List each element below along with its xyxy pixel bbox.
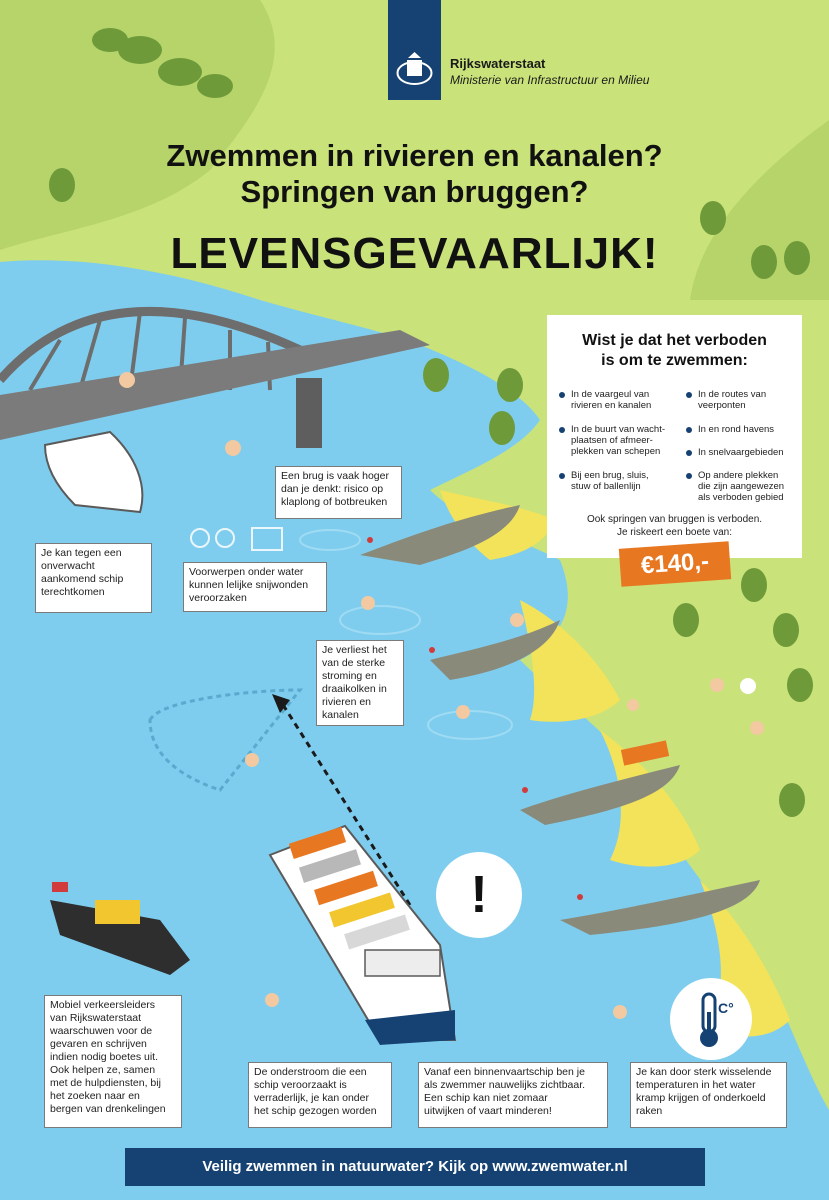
callout-text: Voorwerpen onder water bbox=[189, 566, 304, 578]
callout-text: schip veroorzaakt is bbox=[254, 1079, 347, 1091]
infobox-title-line2: is om te zwemmen: bbox=[601, 352, 748, 369]
callout-text: De onderstroom die een bbox=[254, 1066, 367, 1078]
list-item-text: In en rond havens bbox=[698, 424, 775, 435]
callout-text: temperaturen in het water bbox=[636, 1079, 756, 1091]
callout-text: draaikolken in bbox=[322, 683, 387, 695]
list-item bbox=[559, 470, 691, 492]
callout-text: Een schip kan niet zomaar bbox=[424, 1092, 548, 1104]
list-item-text: die zijn aangewezen bbox=[698, 481, 785, 492]
callout-text: kunnen lelijke snijwonden bbox=[189, 579, 309, 591]
callout-text: het schip gezogen worden bbox=[254, 1105, 377, 1117]
callout-text: indien nodig boetes uit. bbox=[50, 1051, 158, 1063]
callout-text: verraderlijk, je kan onder bbox=[254, 1092, 369, 1104]
celsius-label: C° bbox=[718, 1000, 734, 1016]
callout-ship-collision bbox=[35, 543, 152, 613]
callout-undertow bbox=[248, 1062, 392, 1128]
headline-line2: Springen van bruggen? bbox=[240, 174, 589, 209]
list-item-text: veerponten bbox=[698, 400, 746, 411]
list-item bbox=[686, 470, 810, 503]
list-item bbox=[559, 389, 691, 411]
infobox-title-line1: Wist je dat het verboden bbox=[582, 332, 767, 349]
callout-text: klaplong of botbreuken bbox=[281, 496, 388, 508]
infobox-title bbox=[547, 331, 802, 371]
org-name: Rijkswaterstaat bbox=[450, 56, 546, 71]
callout-text: dan je denkt: risico op bbox=[281, 483, 384, 495]
list-item-text: rivieren en kanalen bbox=[571, 400, 652, 411]
callout-text: uitwijken of vaart minderen! bbox=[424, 1105, 552, 1117]
logo-text bbox=[450, 56, 649, 88]
list-item bbox=[559, 424, 691, 457]
callout-text: van de sterke bbox=[322, 657, 386, 669]
infobox-note-line2: Je riskeert een boete van: bbox=[616, 527, 733, 538]
callout-text: terechtkomen bbox=[41, 586, 105, 598]
list-item-text: plaatsen of afmeer- bbox=[571, 435, 653, 446]
prohibition-infobox bbox=[547, 315, 802, 558]
callout-objects bbox=[183, 562, 327, 612]
thermometer-badge bbox=[670, 978, 752, 1060]
headline-line1: Zwemmen in rivieren en kanalen? bbox=[166, 138, 663, 173]
list-item-text: als verboden gebied bbox=[698, 492, 784, 503]
thermometer-icon bbox=[670, 978, 752, 1060]
list-item-text: In snelvaargebieden bbox=[698, 447, 784, 458]
infobox-note bbox=[547, 513, 802, 539]
callout-text: met de hulpdiensten, bij bbox=[50, 1077, 161, 1089]
callout-text: rivieren en bbox=[322, 696, 372, 708]
crest-icon bbox=[388, 0, 441, 100]
bullet-icon bbox=[686, 392, 692, 398]
callout-text: als zwemmer nauwelijks zichtbaar. bbox=[424, 1079, 586, 1091]
infobox-note-line1: Ook springen van bruggen is verboden. bbox=[586, 514, 763, 525]
callout-text: Mobiel verkeersleiders bbox=[50, 999, 156, 1011]
bullet-icon bbox=[559, 392, 565, 398]
fine-badge: €140,- bbox=[619, 541, 731, 587]
bullet-icon bbox=[559, 427, 565, 433]
list-item-text: In de vaargeul van bbox=[571, 389, 650, 400]
callout-bridge bbox=[275, 466, 402, 519]
callout-text: Je verliest het bbox=[322, 644, 387, 656]
bridge-pillar bbox=[296, 378, 322, 448]
callout-text: kanalen bbox=[322, 709, 359, 721]
beach-ball bbox=[740, 678, 756, 694]
callout-text: Je kan tegen een bbox=[41, 547, 122, 559]
list-item-text: Op andere plekken bbox=[698, 470, 779, 481]
callout-text: Ook helpen ze, samen bbox=[50, 1064, 156, 1076]
callout-text: onverwacht bbox=[41, 560, 95, 572]
logo-bar bbox=[388, 0, 441, 100]
callout-current bbox=[316, 640, 404, 726]
callout-text: Vanaf een binnenvaartschip ben je bbox=[424, 1066, 585, 1078]
list-item bbox=[686, 447, 810, 458]
callout-text: kramp krijgen of onderkoeld bbox=[636, 1092, 766, 1104]
list-item-text: stuw of ballenlijn bbox=[571, 481, 641, 492]
callout-text: het zoeken naar en bbox=[50, 1090, 140, 1102]
headline-warning: LEVENSGEVAARLIJK! bbox=[170, 229, 659, 278]
callout-text: waarschuwen voor de bbox=[50, 1025, 153, 1037]
bullet-icon bbox=[686, 427, 692, 433]
callout-text: gevaren en schrijven bbox=[50, 1038, 147, 1050]
list-item-text: Bij een brug, sluis, bbox=[571, 470, 649, 481]
callout-text: veroorzaken bbox=[189, 592, 247, 604]
ministry-name: Ministerie van Infrastructuur en Milieu bbox=[450, 73, 650, 87]
list-item bbox=[686, 389, 810, 411]
bullet-icon bbox=[686, 473, 692, 479]
callout-text: Je kan door sterk wisselende bbox=[636, 1066, 772, 1078]
callout-text: stroming en bbox=[322, 670, 377, 682]
callout-temperature bbox=[630, 1062, 787, 1128]
callout-text: van Rijkswaterstaat bbox=[50, 1012, 142, 1024]
bullet-icon bbox=[686, 450, 692, 456]
list-item-text: In de buurt van wacht- bbox=[571, 424, 665, 435]
warning-bubble bbox=[436, 852, 522, 938]
callout-traffic-controllers bbox=[44, 995, 182, 1128]
callout-visibility bbox=[418, 1062, 608, 1128]
exclamation-icon: ! bbox=[470, 866, 488, 924]
callout-text: Een brug is vaak hoger bbox=[281, 470, 389, 482]
callout-text: aankomend schip bbox=[41, 573, 124, 585]
list-item-text: plekken van schepen bbox=[571, 446, 661, 457]
callout-text: raken bbox=[636, 1105, 663, 1117]
list-item-text: In de routes van bbox=[698, 389, 767, 400]
bullet-icon bbox=[559, 473, 565, 479]
callout-text: bergen van drenkelingen bbox=[50, 1103, 166, 1115]
list-item bbox=[686, 424, 810, 435]
footer-banner[interactable]: Veilig zwemmen in natuurwater? Kijk op www.zwemwater.nl bbox=[125, 1148, 705, 1186]
